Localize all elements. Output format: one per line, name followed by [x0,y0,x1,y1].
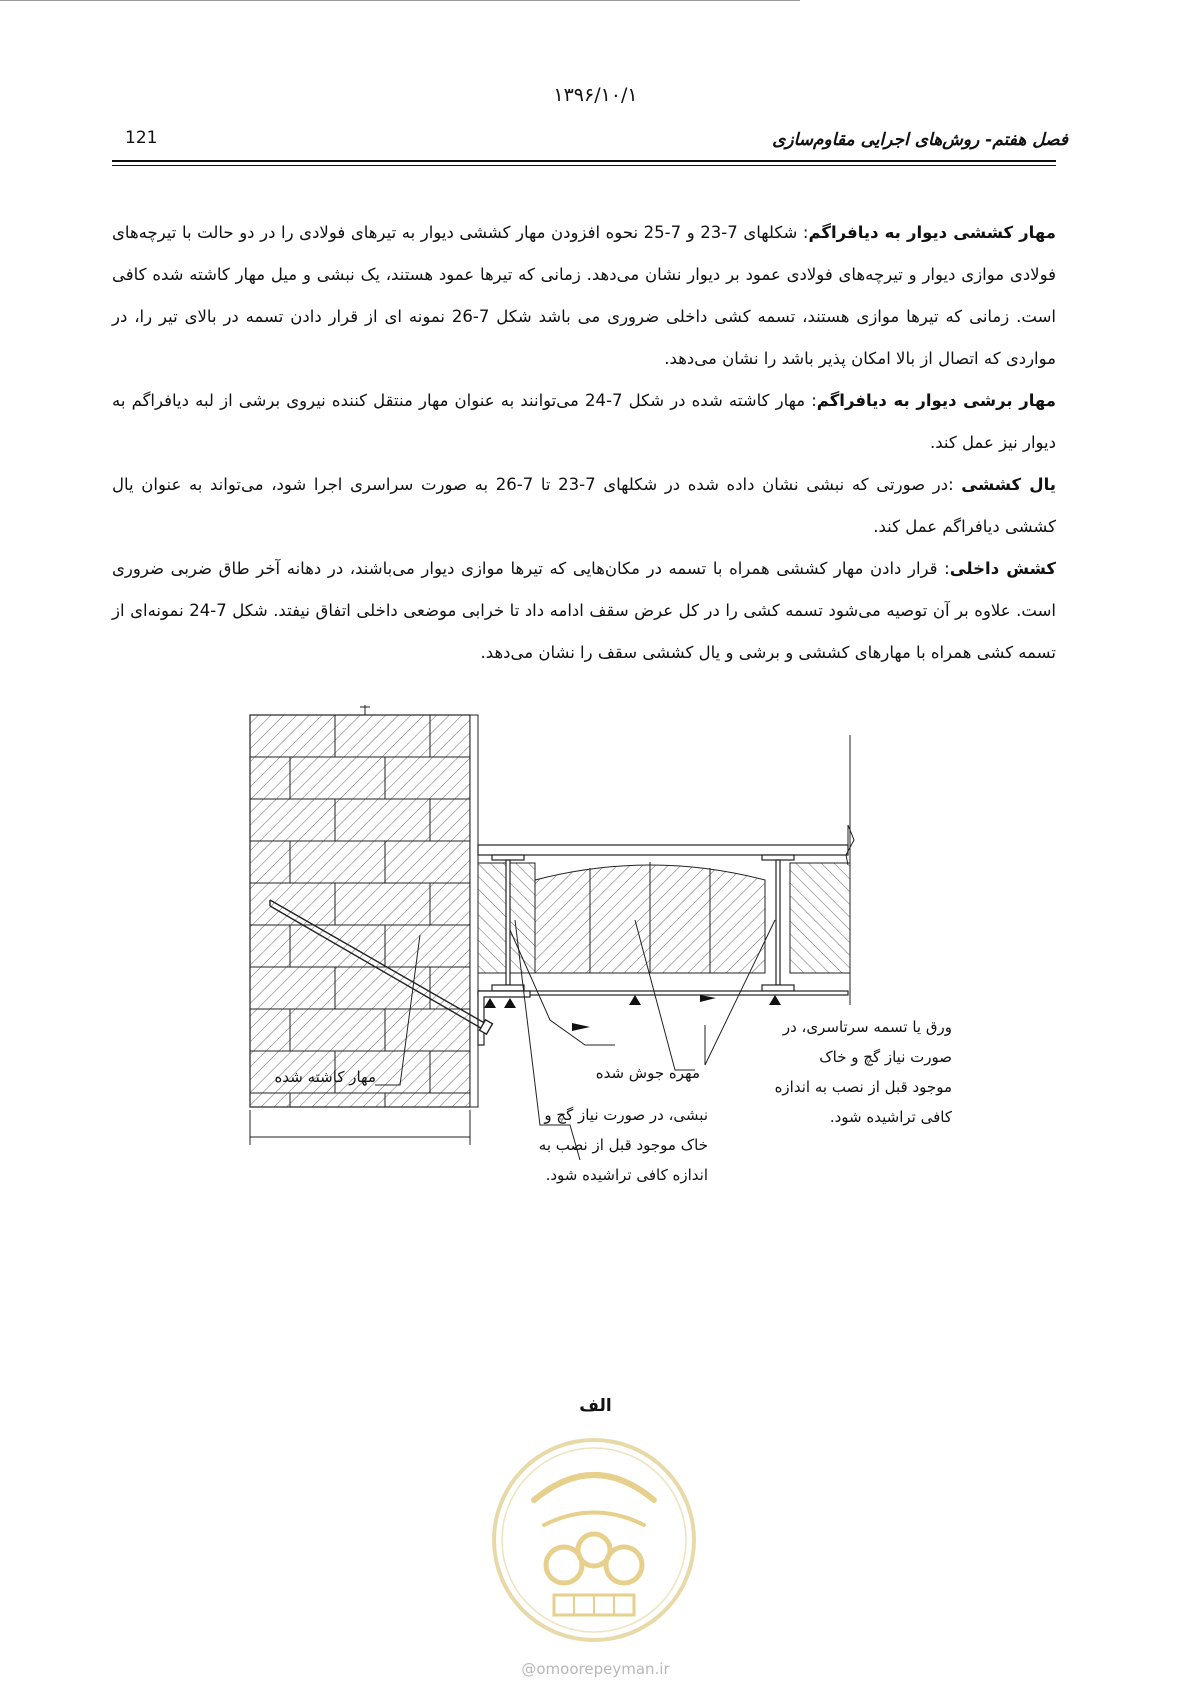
paragraph-heading: مهار کششی دیوار به دیافراگم [808,223,1056,242]
steel-angle [478,991,530,1045]
header-rule-thin [112,165,1056,166]
paragraph-shear-anchor: مهار برشی دیوار به دیافراگم: مهار کاشته شده در شکل 7-24 می‌توانند به عنوان مهار منتقل کننده نیروی برشی از لبه دیافراگم به دیوار نیز عمل کند. [112,391,1057,452]
steel-strap [478,991,848,995]
paragraph-body: شکلهای 7-23 و 7-25 نحوه افزودن مهار کششی دیوار به تیرهای فولادی را در دو حالت با تیرچه‌های فولادی موازی دیوار و تیرچه‌های فولادی عمود بر دیوار نشان می‌دهد. زمانی که تیرها عمود هستند، یک نبشی و میل مهار کاشته شده کافی است. زمانی که تیرها موازی هستند، تسمه کشی داخلی ضروری می باشد شکل 7-26 نمونه ای از قرار دادن تسمه در بالای تیر را، در مواردی که اتصال از بالا امکان پذیر باشد را نشان می‌دهد. [112,223,1057,368]
figure-caption: الف [579,1396,612,1416]
floor-slab [478,825,854,865]
paragraph-body: در صورتی که نبشی نشان داده شده در شکلهای 7-23 تا 7-26 به صورت سراسری اجرا شود، می‌تواند به عنوان یال کششی دیافراگم عمل کند. [112,475,1056,536]
header-rule-thick [112,160,1056,162]
page-number: 121 [125,128,158,148]
jack-arch-fill [478,862,850,973]
paragraph-heading: مهار برشی دیوار به دیافراگم [816,391,1057,410]
label-angle-note: نبشی، در صورت نیاز گچ و خاک موجود قبل از نصب به اندازه کافی تراشیده شود. [538,1106,708,1184]
body-text [112,212,1056,674]
paragraph-tension-anchor: مهار کششی دیوار به دیافراگم: شکلهای 7-23 و 7-25 نحوه افزودن مهار کششی دیوار به تیرهای فولادی را در دو حالت با تیرچه‌های فولادی موازی دیوار و تیرچه‌های فولادی عمود بر دیوار نشان می‌دهد. زمانی که تیرها عمود هستند، یک نبشی و میل مهار کاشته شده کافی است. زمانی که تیرها موازی هستند، تسمه کشی داخلی ضروری می باشد شکل 7-26 نمونه ای از قرار دادن تسمه در بالای تیر را، در مواردی که اتصال از بالا امکان پذیر باشد را نشان می‌دهد. [112,223,1057,368]
watermark-seal-logo [484,1430,704,1650]
brick-wall [250,715,478,1107]
paragraph-body: مهار کاشته شده در شکل 7-24 می‌توانند به عنوان مهار منتقل کننده نیروی برشی از لبه دیافراگم به دیوار نیز عمل کند. [112,391,1056,452]
paragraph-heading: یال کششی [961,475,1056,494]
label-embedded-anchor: مهار کاشته شده [274,1068,376,1086]
watermark-site: @omoorepeyman.ir [521,1660,670,1678]
paragraph-chord: یال کششی :در صورتی که نبشی نشان داده شده در شکلهای 7-23 تا 7-26 به صورت سراسری اجرا شود، می‌تواند به عنوان یال کششی دیافراگم عمل کند. [112,475,1056,536]
chapter-title: فصل هفتم- روش‌های اجرایی مقاوم‌سازی [772,130,1068,150]
steel-beam-right [762,855,794,991]
paragraph-heading: کشش داخلی [949,559,1057,578]
page-date: ۱۳۹۶/۱۰/۱ [553,84,638,106]
paragraph-body: قرار دادن مهار کششی همراه با تسمه در مکان‌هایی که تیرها موازی دیوار می‌باشند، در دهانه آخر طاق ضربی ضروری است. علاوه بر آن توصیه می‌شود تسمه کشی را در کل عرض سقف ادامه داد تا خرابی موضعی داخلی اتفاق نیفتد. شکل 7-24 نمونه‌ای از تسمه کشی همراه با مهارهای کششی و برشی و یال کششی سقف را نشان می‌دهد. [112,559,1056,662]
top-border-line [0,0,800,1]
label-strap-note: ورق یا تسمه سرتاسری، در صورت نیاز گچ و خاک موجود قبل از نصب به اندازه کافی تراشیده شود. [774,1018,952,1126]
label-weld-nut: مهره جوش شده [595,1064,700,1082]
paragraph-internal-tie: کشش داخلی: قرار دادن مهار کششی همراه با تسمه در مکان‌هایی که تیرها موازی دیوار می‌باشند، در دهانه آخر طاق ضربی ضروری است. علاوه بر آن توصیه می‌شود تسمه کشی را در کل عرض سقف ادامه داد تا خرابی موضعی داخلی اتفاق نیفتد. شکل 7-24 نمونه‌ای از تسمه کشی همراه با مهارهای کششی و برشی و یال کششی سقف را نشان می‌دهد. [112,559,1057,662]
